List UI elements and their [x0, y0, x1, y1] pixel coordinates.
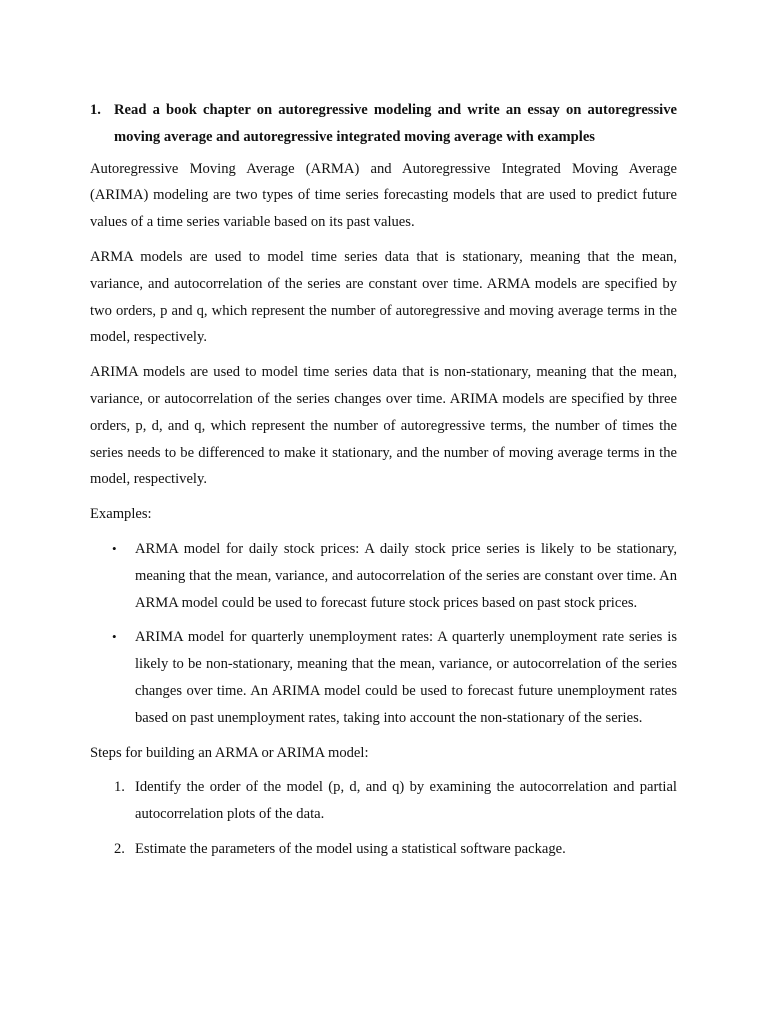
example-arima-text: ARIMA model for quarterly unemployment rates: A quarterly unemployment rate series is likely to be non-stationary, meaning that the mean, variance, or autocorrelation of the series changes over time. An ARIMA model could be used to forecast future unemployment rates based on past unemployment rates, taking into account the non-stationary of the series.: [135, 629, 677, 726]
list-item: [90, 836, 677, 863]
bullet-icon: •: [112, 540, 117, 556]
examples-list: [90, 536, 677, 732]
list-item: [90, 536, 677, 616]
step-number: 2.: [114, 840, 125, 857]
list-item: [90, 624, 677, 731]
steps-list: [90, 774, 677, 862]
step-text: Estimate the parameters of the model using a statistical software package.: [135, 840, 566, 857]
question-heading: [90, 97, 677, 151]
question-text: Read a book chapter on autoregressive modeling and write an essay on autoregressive moving average and autoregressive integrated moving average with examples: [114, 102, 677, 145]
arma-paragraph: ARMA models are used to model time series data that is stationary, meaning that the mean, variance, and autocorrelation of the series are constant over time. ARMA models are specified by two orders, p and q, which represent the number of autoregressive and moving average terms in the model, respectively.: [90, 248, 677, 346]
examples-label: Examples:: [90, 506, 152, 523]
steps-label: Steps for building an ARMA or ARIMA model:: [90, 744, 369, 761]
bullet-icon: •: [112, 629, 117, 645]
arima-paragraph: ARIMA models are used to model time series data that is non-stationary, meaning that the mean, variance, or autocorrelation of the series changes over time. ARIMA models are specified by three orders, p, d, and q, which represent the number of autoregressive terms, the number of times the series needs to be differenced to make it stationary, and the number of moving average terms in the model, respectively.: [90, 364, 677, 488]
list-item: [90, 774, 677, 828]
example-arma-text: ARMA model for daily stock prices: A daily stock price series is likely to be stationary, meaning that the mean, variance, and autocorrelation of the series are constant over time. An ARMA model could be used to forecast future stock prices based on past stock prices.: [135, 540, 677, 611]
question-number: 1.: [90, 102, 101, 118]
step-number: 1.: [114, 779, 125, 796]
intro-paragraph: Autoregressive Moving Average (ARMA) and Autoregressive Integrated Moving Average (ARIMA) modeling are two types of time series forecasting models that are used to predict future values of a time series variable based on its past values.: [90, 160, 677, 231]
document-body: [90, 97, 677, 871]
step-text: Identify the order of the model (p, d, and q) by examining the autocorrelation and partial autocorrelation plots of the data.: [135, 779, 677, 823]
